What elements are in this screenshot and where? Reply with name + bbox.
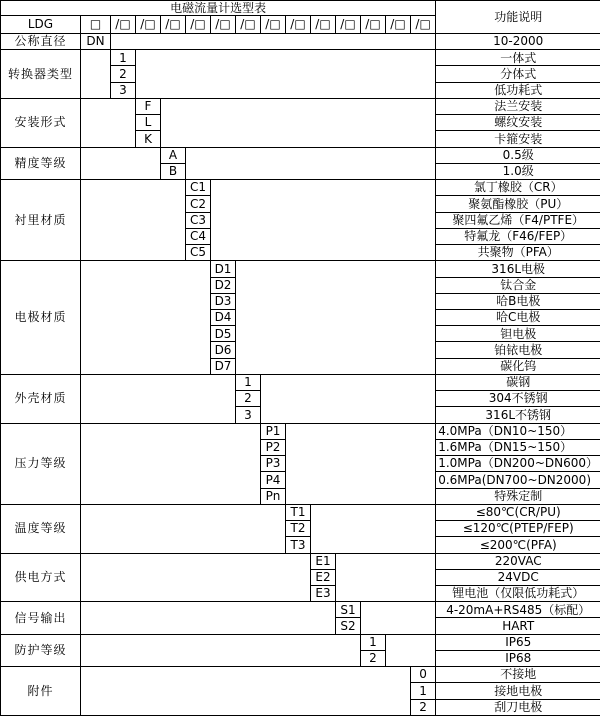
desc-cell: 法兰安装 xyxy=(436,98,600,114)
desc-cell: 24VDC xyxy=(436,569,600,585)
desc-cell: ≤200℃(PFA) xyxy=(436,537,600,553)
section-row xyxy=(1,553,600,569)
model-code-box: /□ xyxy=(311,16,336,34)
desc-cell: 0.5级 xyxy=(436,147,600,163)
section-row xyxy=(1,504,600,520)
code-cell: D5 xyxy=(211,326,236,342)
code-cell: 1 xyxy=(111,50,136,66)
desc-cell: 刮刀电极 xyxy=(436,699,600,715)
function-column-header: 功能说明 xyxy=(436,1,600,34)
desc-cell: 220VAC xyxy=(436,553,600,569)
model-code-box: /□ xyxy=(136,16,161,34)
desc-cell: 钛合金 xyxy=(436,277,600,293)
code-cell: 2 xyxy=(236,391,261,407)
code-cell: P2 xyxy=(261,439,286,455)
section-row xyxy=(1,374,600,390)
section-row xyxy=(1,667,600,683)
spacer-cell-left xyxy=(81,504,286,553)
section-label: 温度等级 xyxy=(1,504,81,553)
model-dn-box: □ xyxy=(81,16,111,34)
code-cell: B xyxy=(161,163,186,179)
section-label: 防护等级 xyxy=(1,634,81,666)
spacer-cell-right xyxy=(186,147,436,179)
code-cell: D2 xyxy=(211,277,236,293)
desc-cell: 聚氨酯橡胶（PU） xyxy=(436,196,600,212)
desc-cell: 哈B电极 xyxy=(436,293,600,309)
desc-cell: 4-20mA+RS485（标配） xyxy=(436,602,600,618)
desc-cell: 碳化钨 xyxy=(436,358,600,374)
desc-cell: 304不锈钢 xyxy=(436,391,600,407)
section-label: 衬里材质 xyxy=(1,180,81,261)
model-code-box: /□ xyxy=(261,16,286,34)
spacer-cell-right xyxy=(261,374,436,423)
code-cell: 2 xyxy=(111,66,136,82)
code-cell: C2 xyxy=(186,196,211,212)
code-cell: T2 xyxy=(286,521,311,537)
desc-cell: 0.6MPa(DN700~DN2000) xyxy=(436,472,600,488)
spacer-cell-right xyxy=(211,180,436,261)
section-row xyxy=(1,50,600,66)
code-cell: E1 xyxy=(311,553,336,569)
spacer-cell-left xyxy=(81,98,136,147)
desc-cell: 铂铱电极 xyxy=(436,342,600,358)
spacer-cell-left xyxy=(81,261,211,375)
model-code-box: /□ xyxy=(286,16,311,34)
desc-cell: 316L不锈钢 xyxy=(436,407,600,423)
section-label: 外壳材质 xyxy=(1,374,81,423)
section-row xyxy=(1,147,600,163)
model-code-box: /□ xyxy=(386,16,411,34)
section-label: 供电方式 xyxy=(1,553,81,602)
model-code-box: /□ xyxy=(361,16,386,34)
spacer-cell-left xyxy=(81,50,111,99)
code-cell: C3 xyxy=(186,212,211,228)
desc-cell: IP65 xyxy=(436,634,600,650)
code-cell: 1 xyxy=(411,683,436,699)
code-cell: S1 xyxy=(336,602,361,618)
code-cell: P3 xyxy=(261,456,286,472)
section-row xyxy=(1,98,600,114)
section-label: 压力等级 xyxy=(1,423,81,504)
code-cell: 3 xyxy=(111,82,136,98)
desc-cell: 1.0MPa（DN200~DN600） xyxy=(436,456,600,472)
desc-cell: IP68 xyxy=(436,650,600,666)
desc-cell: 碳钢 xyxy=(436,374,600,390)
code-cell: L xyxy=(136,115,161,131)
section-label: 精度等级 xyxy=(1,147,81,179)
spacer-cell-left xyxy=(81,180,186,261)
model-code-box: /□ xyxy=(411,16,436,34)
desc-cell: 钽电极 xyxy=(436,326,600,342)
desc-cell: 4.0MPa（DN10~150） xyxy=(436,423,600,439)
code-cell: F xyxy=(136,98,161,114)
section-label: 附件 xyxy=(1,667,81,716)
desc-cell: 316L电极 xyxy=(436,261,600,277)
code-cell: A xyxy=(161,147,186,163)
desc-cell: 锂电池（仅限低功耗式） xyxy=(436,585,600,601)
section-label: 转换器类型 xyxy=(1,50,81,99)
spacer-cell-right xyxy=(361,602,436,634)
code-cell: P1 xyxy=(261,423,286,439)
spacer-cell-right xyxy=(161,98,436,147)
code-cell: E3 xyxy=(311,585,336,601)
title-row xyxy=(1,1,600,16)
section-label: 安装形式 xyxy=(1,98,81,147)
code-cell: 0 xyxy=(411,667,436,683)
section-label: 公称直径 xyxy=(1,34,81,50)
table-title: 电磁流量计选型表 xyxy=(1,1,436,16)
code-cell: C5 xyxy=(186,245,211,261)
desc-cell: 一体式 xyxy=(436,50,600,66)
section-label: 电极材质 xyxy=(1,261,81,375)
desc-cell: 聚四氟乙烯（F4/PTFE） xyxy=(436,212,600,228)
code-cell: C1 xyxy=(186,180,211,196)
spacer-cell-left xyxy=(81,602,336,634)
spacer-cell-right xyxy=(136,50,436,99)
model-prefix: LDG xyxy=(1,16,81,34)
desc-cell: 特殊定制 xyxy=(436,488,600,504)
spacer-cell-right xyxy=(111,34,436,50)
code-cell: 2 xyxy=(361,650,386,666)
code-cell: K xyxy=(136,131,161,147)
desc-cell: 哈C电极 xyxy=(436,309,600,325)
desc-cell: 卡箍安装 xyxy=(436,131,600,147)
desc-cell: HART xyxy=(436,618,600,634)
desc-cell: 特氟龙（F46/FEP） xyxy=(436,228,600,244)
section-row xyxy=(1,180,600,196)
section-label: 信号输出 xyxy=(1,602,81,634)
spacer-cell-right xyxy=(336,553,436,602)
desc-cell: 螺纹安装 xyxy=(436,115,600,131)
model-code-box: /□ xyxy=(111,16,136,34)
code-cell: D3 xyxy=(211,293,236,309)
code-cell: D7 xyxy=(211,358,236,374)
code-cell: Pn xyxy=(261,488,286,504)
desc-cell: 1.0级 xyxy=(436,163,600,179)
code-cell: T1 xyxy=(286,504,311,520)
section-row xyxy=(1,261,600,277)
section-row xyxy=(1,602,600,618)
desc-cell: 共聚物（PFA） xyxy=(436,245,600,261)
code-cell: 1 xyxy=(236,374,261,390)
desc-cell: 分体式 xyxy=(436,66,600,82)
desc-cell: 10-2000 xyxy=(436,34,600,50)
spacer-cell-left xyxy=(81,423,261,504)
desc-cell: 1.6MPa（DN15~150） xyxy=(436,439,600,455)
code-cell: S2 xyxy=(336,618,361,634)
section-row xyxy=(1,634,600,650)
spacer-cell-left xyxy=(81,374,236,423)
code-cell: C4 xyxy=(186,228,211,244)
spacer-cell-left xyxy=(81,634,361,666)
code-cell: D6 xyxy=(211,342,236,358)
desc-cell: 接地电极 xyxy=(436,683,600,699)
code-cell: 3 xyxy=(236,407,261,423)
model-code-box: /□ xyxy=(186,16,211,34)
section-row xyxy=(1,423,600,439)
spacer-cell-right xyxy=(311,504,436,553)
spacer-cell-left xyxy=(81,667,411,716)
code-cell: 1 xyxy=(361,634,386,650)
model-code-box: /□ xyxy=(336,16,361,34)
desc-cell: ≤80℃(CR/PU) xyxy=(436,504,600,520)
code-cell: P4 xyxy=(261,472,286,488)
spacer-cell-right xyxy=(236,261,436,375)
model-code-box: /□ xyxy=(211,16,236,34)
code-cell: T3 xyxy=(286,537,311,553)
spacer-cell-right xyxy=(286,423,436,504)
spacer-cell-left xyxy=(81,147,161,179)
code-cell: D4 xyxy=(211,309,236,325)
desc-cell: 氯丁橡胶（CR） xyxy=(436,180,600,196)
code-cell: 2 xyxy=(411,699,436,715)
model-code-box: /□ xyxy=(161,16,186,34)
section-row xyxy=(1,34,600,50)
code-cell: E2 xyxy=(311,569,336,585)
model-code-box: /□ xyxy=(236,16,261,34)
selection-table-body xyxy=(1,1,600,716)
spacer-cell-right xyxy=(386,634,436,666)
code-cell: DN xyxy=(81,34,111,50)
code-cell: D1 xyxy=(211,261,236,277)
desc-cell: ≤120℃(PTEP/FEP) xyxy=(436,521,600,537)
desc-cell: 不接地 xyxy=(436,667,600,683)
spacer-cell-left xyxy=(81,553,311,602)
desc-cell: 低功耗式 xyxy=(436,82,600,98)
